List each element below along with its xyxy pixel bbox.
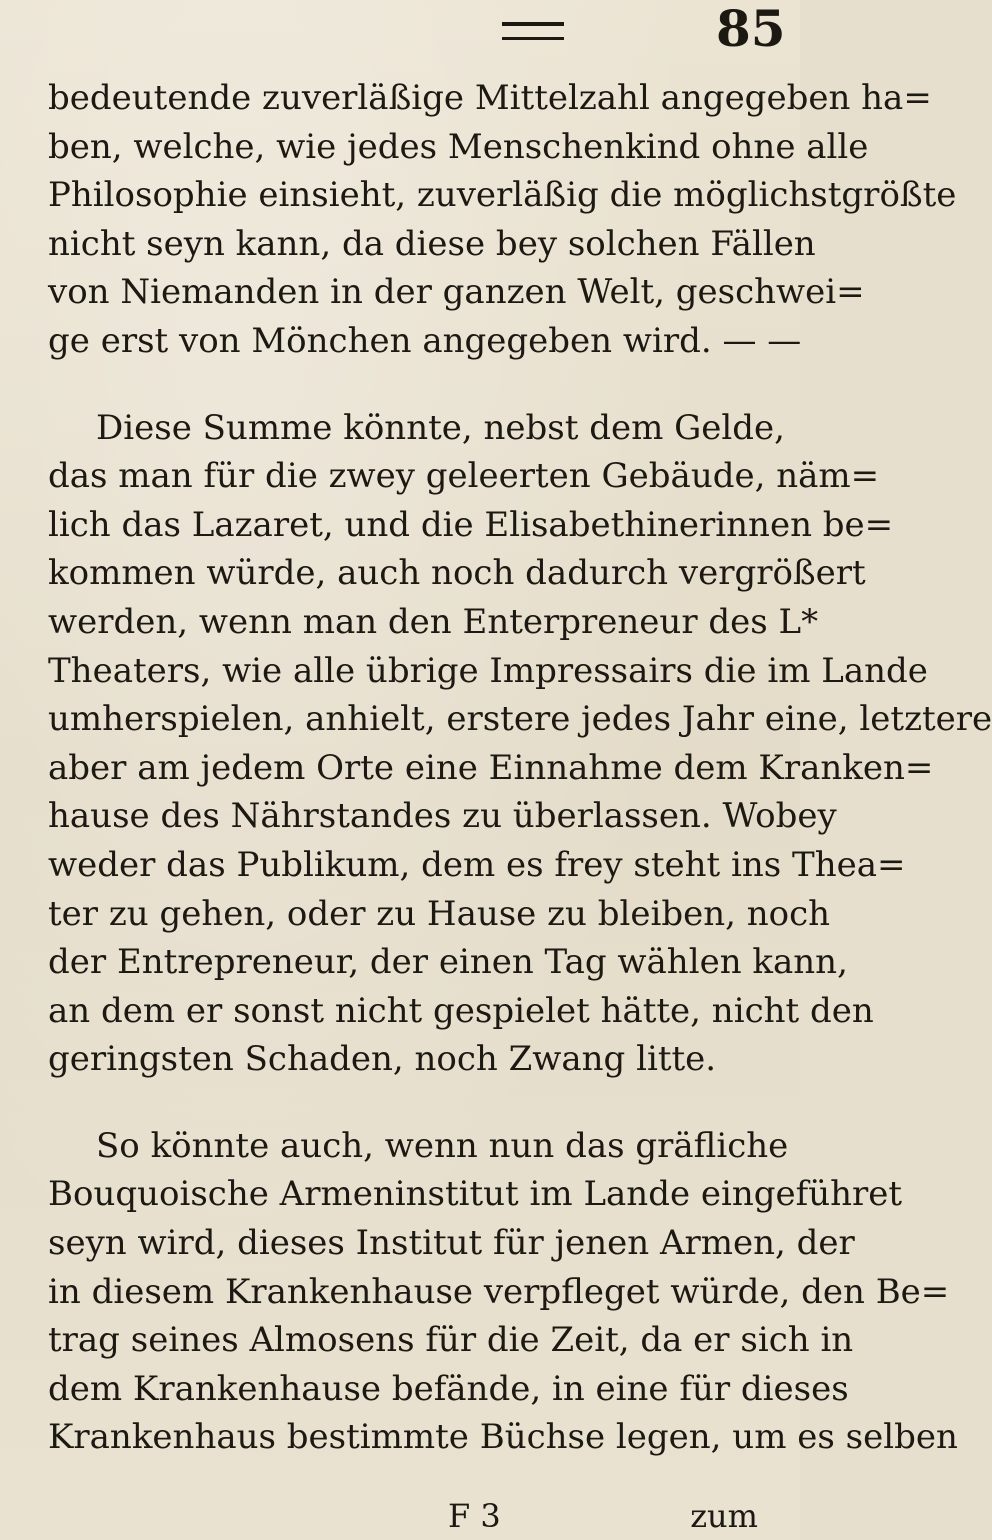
paragraph-gap xyxy=(48,1084,758,1122)
text-line: das man für die zwey geleerten Gebäude, näm= xyxy=(48,456,880,497)
text-line: aber am jedem Orte eine Einnahme dem Kranken= xyxy=(48,747,934,788)
text-line: trag seines Almosens für die Zeit, da er sich in xyxy=(48,1320,854,1361)
text-line: dem Krankenhause befände, in eine für dieses xyxy=(48,1368,849,1409)
text-line: nicht seyn kann, da diese bey solchen Fällen xyxy=(48,223,816,264)
catchword: zum xyxy=(690,1497,758,1535)
text-line: Bouquoische Armeninstitut im Lande eingeführet xyxy=(48,1174,903,1215)
text-line: Theaters, wie alle übrige Impressairs die im Lande xyxy=(48,650,928,691)
header-ornament-rule xyxy=(502,22,564,40)
paragraph-3 xyxy=(48,1122,958,1462)
text-line: weder das Publikum, dem es frey steht ins Thea= xyxy=(48,844,906,885)
paragraph-2 xyxy=(48,404,992,1084)
text-line: Krankenhaus bestimmte Büchse legen, um es selben xyxy=(48,1417,958,1458)
text-line: seyn wird, dieses Institut für jenen Armen, der xyxy=(48,1223,855,1264)
text-line: lich das Lazaret, und die Elisabethinerinnen be= xyxy=(48,504,894,545)
paragraph-1 xyxy=(48,74,957,366)
text-line: von Niemanden in der ganzen Welt, geschwei= xyxy=(48,272,865,313)
page-number: 85 xyxy=(716,0,786,58)
text-line: der Entrepreneur, der einen Tag wählen kann, xyxy=(48,942,848,983)
text-line: So könnte auch, wenn nun das gräfliche xyxy=(96,1125,789,1166)
text-line: umherspielen, anhielt, erstere jedes Jahr eine, letztere xyxy=(48,699,992,740)
text-line: ter zu gehen, oder zu Hause zu bleiben, noch xyxy=(48,893,831,934)
text-line: bedeutende zuverläßige Mittelzahl angegeben ha= xyxy=(48,78,932,118)
text-line: kommen würde, auch noch dadurch vergrößert xyxy=(48,553,866,594)
signature-mark: F 3 xyxy=(448,1497,501,1535)
text-line: geringsten Schaden, noch Zwang litte. xyxy=(48,1039,717,1080)
text-line: an dem er sonst nicht gespielet hätte, nicht den xyxy=(48,990,874,1031)
text-line: Philosophie einsieht, zuverläßig die möglichstgrößte xyxy=(48,175,957,216)
text-line: Diese Summe könnte, nebst dem Gelde, xyxy=(96,407,785,448)
text-line: ge erst von Mönchen angegeben wird. — — xyxy=(48,320,802,361)
body-text xyxy=(48,74,992,1462)
paragraph-gap xyxy=(48,366,758,404)
text-line: in diesem Krankenhause verpfleget würde, den Be= xyxy=(48,1271,950,1312)
text-line: ben, welche, wie jedes Menschenkind ohne alle xyxy=(48,126,869,167)
text-line: werden, wenn man den Enterpreneur des L* xyxy=(48,601,819,642)
text-line: hause des Nährstandes zu überlassen. Wobey xyxy=(48,796,837,837)
page-footer xyxy=(48,1496,758,1540)
